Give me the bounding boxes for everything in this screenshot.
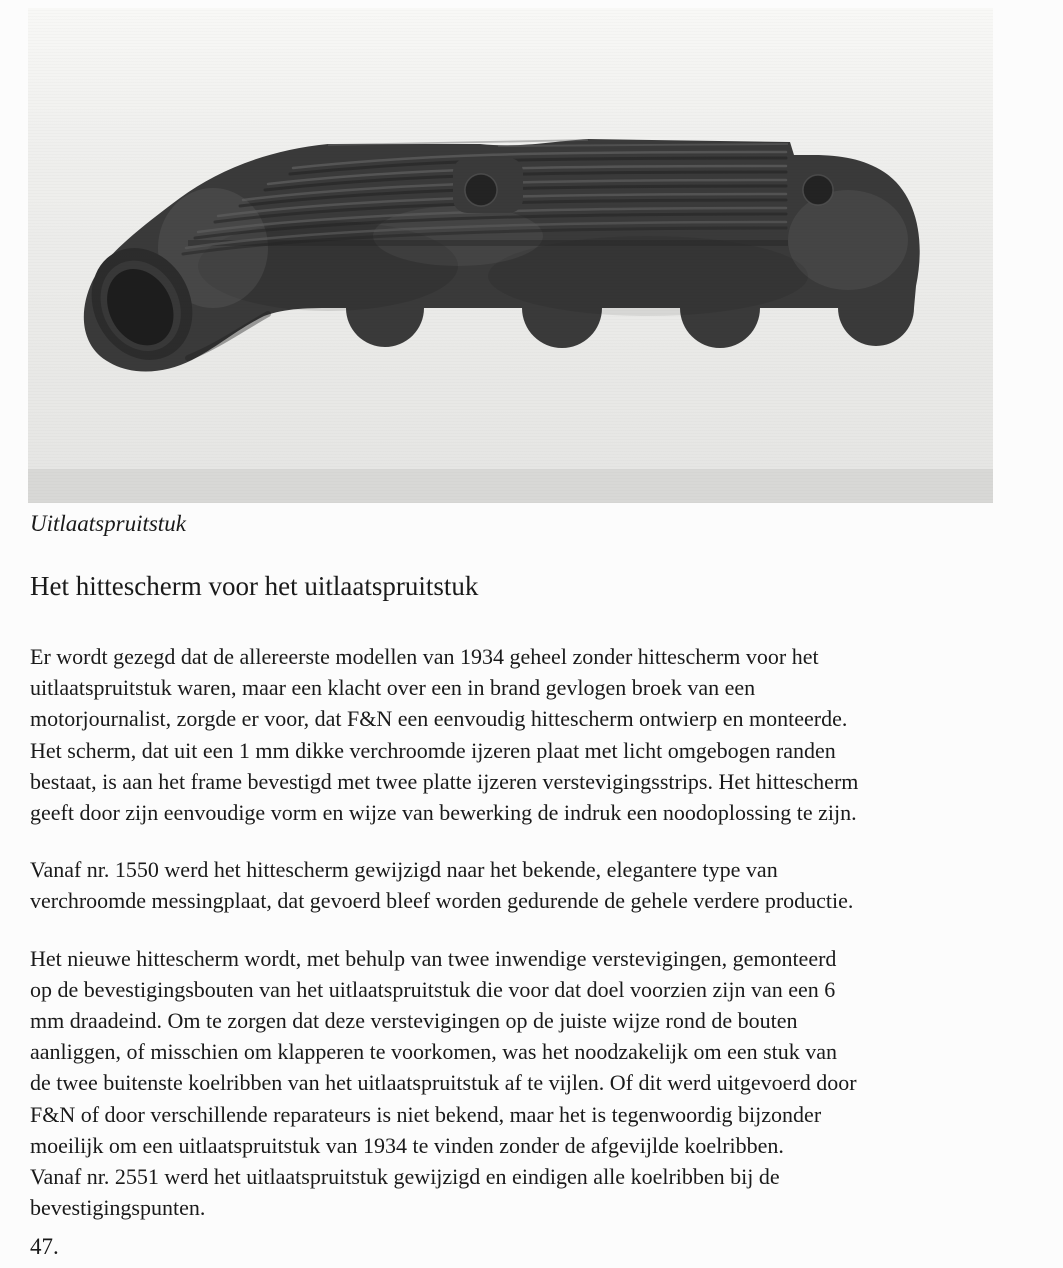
text-line: bestaat, is aan het frame bevestigd met twee platte ijzeren verstevigingsstrips. Het hittescherm (30, 768, 859, 794)
text-line: motorjournalist, zorgde er voor, dat F&N een eenvoudig hittescherm ontwierp en monteerde. (30, 706, 848, 732)
body-text (30, 641, 1040, 1249)
text-line: Vanaf nr. 2551 werd het uitlaatspruitstuk gewijzigd en eindigen alle koelribben bij de (30, 1164, 780, 1190)
text-line: geeft door zijn eenvoudige vorm en wijze van bewerking de indruk een noodoplossing te zijn. (30, 800, 857, 826)
text-line: F&N of door verschillende reparateurs is niet bekend, maar het is tegenwoordig bijzonder (30, 1101, 822, 1127)
text-line: aanliggen, of misschien om klapperen te voorkomen, was het noodzakelijk om een stuk van (30, 1039, 838, 1065)
text-line: de twee buitenste koelribben van het uitlaatspruitstuk af te vijlen. Of dit werd uitgevoerd door (30, 1070, 857, 1096)
paragraph (30, 854, 1040, 916)
text-line: mm draadeind. Om te zorgen dat deze verstevigingen op de juiste wijze rond de bouten (30, 1008, 798, 1034)
text-line: Vanaf nr. 1550 werd het hittescherm gewijzigd naar het bekende, elegantere type van (30, 857, 778, 883)
text-line: Het nieuwe hittescherm wordt, met behulp van twee inwendige verstevigingen, gemonteerd (30, 945, 837, 971)
section-heading: Het hittescherm voor het uitlaatspruitstuk (30, 571, 479, 601)
text-line: bevestigingspunten. (30, 1195, 206, 1221)
exhaust-manifold-illustration (28, 8, 993, 503)
figure-caption: Uitlaatspruitstuk (30, 511, 186, 536)
exhaust-manifold-photo (28, 8, 993, 503)
paragraph (30, 943, 1040, 1224)
text-line: op de bevestigingsbouten van het uitlaatspruitstuk die voor dat doel voorzien zijn van een 6 (30, 976, 836, 1002)
text-line: moeilijk om een uitlaatspruitstuk van 1934 te vinden zonder de afgevijlde koelribben. (30, 1132, 784, 1158)
text-line: verchroomde messingplaat, dat gevoerd bleef worden gedurende de gehele verdere productie. (30, 888, 854, 914)
paragraph (30, 641, 1040, 828)
text-line: Er wordt gezegd dat de allereerste modellen van 1934 geheel zonder hittescherm voor het (30, 644, 819, 669)
text-line: Het scherm, dat uit een 1 mm dikke verchroomde ijzeren plaat met licht omgebogen randen (30, 737, 836, 763)
page-number: 47. (30, 1234, 59, 1259)
text-line: uitlaatspruitstuk waren, maar een klacht over een in brand gevlogen broek van een (30, 675, 756, 701)
